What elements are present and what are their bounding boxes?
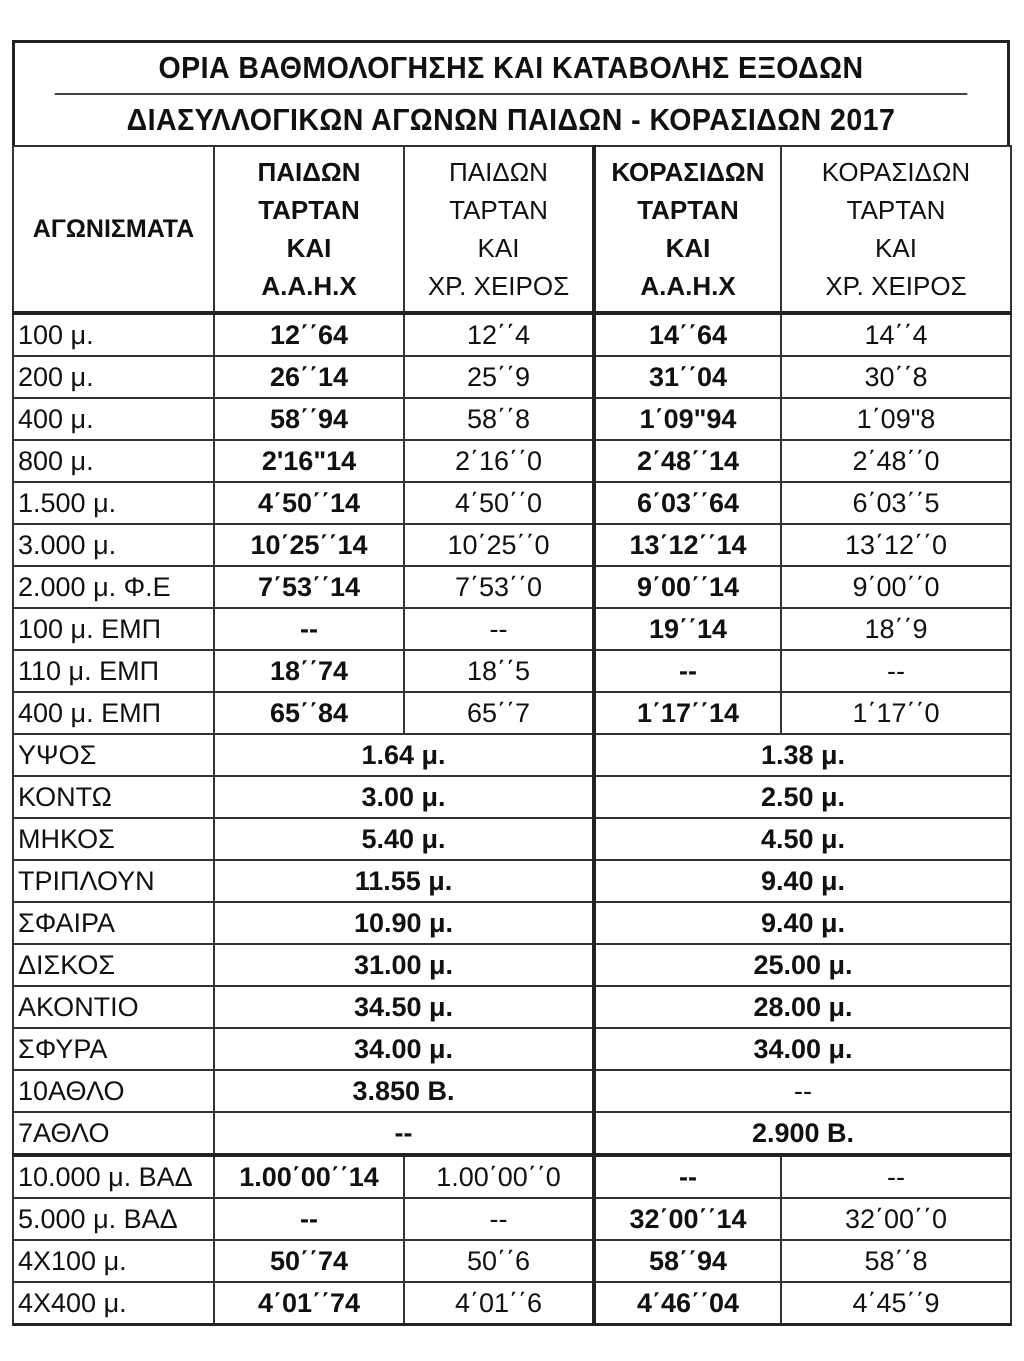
- event-label: ΤΡΙΠΛΟΥΝ: [13, 860, 214, 902]
- table-row: [13, 1070, 1011, 1112]
- event-label: ΣΦΥΡΑ: [13, 1028, 214, 1070]
- boys-aahx-value: 10΄25΄΄14: [214, 524, 404, 566]
- boys-hand-value: 7΄53΄΄0: [404, 566, 594, 608]
- boys-aahx-value: 18΄΄74: [214, 650, 404, 692]
- header-girls-aahx: ΚΟΡΑΣΙΔΩΝ ΤΑΡΤΑΝ ΚΑΙ Α.Α.Η.Χ: [594, 146, 781, 313]
- girls-aahx-value: 1΄17΄΄14: [594, 692, 781, 734]
- table-row: [13, 566, 1011, 608]
- results-sheet: [12, 40, 1010, 1326]
- header-row: [13, 146, 1011, 313]
- table-row: [13, 313, 1011, 356]
- boys-aahx-value: 4΄50΄΄14: [214, 482, 404, 524]
- girls-aahx-value: 19΄΄14: [594, 608, 781, 650]
- girls-value: 2.900 Β.: [594, 1112, 1011, 1155]
- event-label: 5.000 μ. ΒΑΔ: [13, 1198, 214, 1240]
- header-boys-hand: ΠΑΙΔΩΝ ΤΑΡΤΑΝ ΚΑΙ ΧΡ. ΧΕΙΡΟΣ: [404, 146, 594, 313]
- limits-table: [12, 145, 1012, 1326]
- event-label: 400 μ.: [13, 398, 214, 440]
- boys-value: 34.50 μ.: [214, 986, 594, 1028]
- girls-aahx-value: 31΄΄04: [594, 356, 781, 398]
- event-label: 110 μ. ΕΜΠ: [13, 650, 214, 692]
- girls-aahx-value: 4΄46΄΄04: [594, 1282, 781, 1325]
- event-label: ΣΦΑΙΡΑ: [13, 902, 214, 944]
- boys-hand-value: 12΄΄4: [404, 313, 594, 356]
- table-row: [13, 524, 1011, 566]
- table-row: [13, 902, 1011, 944]
- event-label: 2.000 μ. Φ.Ε: [13, 566, 214, 608]
- event-label: ΚΟΝΤΩ: [13, 776, 214, 818]
- boys-value: 1.64 μ.: [214, 734, 594, 776]
- header-events: ΑΓΩΝΙΣΜΑΤΑ: [13, 146, 214, 313]
- girls-hand-value: 13΄12΄΄0: [781, 524, 1011, 566]
- table-row: [13, 1198, 1011, 1240]
- event-label: ΥΨΟΣ: [13, 734, 214, 776]
- boys-aahx-value: 65΄΄84: [214, 692, 404, 734]
- girls-value: 4.50 μ.: [594, 818, 1011, 860]
- event-label: 4Χ400 μ.: [13, 1282, 214, 1325]
- boys-value: 34.00 μ.: [214, 1028, 594, 1070]
- event-label: ΑΚΟΝΤΙΟ: [13, 986, 214, 1028]
- event-label: 3.000 μ.: [13, 524, 214, 566]
- boys-aahx-value: 50΄΄74: [214, 1240, 404, 1282]
- girls-aahx-value: 13΄12΄΄14: [594, 524, 781, 566]
- girls-value: 1.38 μ.: [594, 734, 1011, 776]
- boys-value: 3.850 Β.: [214, 1070, 594, 1112]
- girls-aahx-value: 9΄00΄΄14: [594, 566, 781, 608]
- boys-hand-value: 4΄50΄΄0: [404, 482, 594, 524]
- boys-value: --: [214, 1112, 594, 1155]
- boys-value: 3.00 μ.: [214, 776, 594, 818]
- boys-aahx-value: 26΄΄14: [214, 356, 404, 398]
- event-label: 100 μ. ΕΜΠ: [13, 608, 214, 650]
- girls-aahx-value: --: [594, 650, 781, 692]
- boys-hand-value: --: [404, 1198, 594, 1240]
- girls-hand-value: 1΄09"8: [781, 398, 1011, 440]
- girls-value: 34.00 μ.: [594, 1028, 1011, 1070]
- girls-value: 25.00 μ.: [594, 944, 1011, 986]
- event-label: 200 μ.: [13, 356, 214, 398]
- table-row: [13, 1155, 1011, 1198]
- girls-aahx-value: 58΄΄94: [594, 1240, 781, 1282]
- girls-hand-value: 2΄48΄΄0: [781, 440, 1011, 482]
- title-line-2: ΔΙΑΣΥΛΛΟΓΙΚΩΝ ΑΓΩΝΩΝ ΠΑΙΔΩΝ - ΚΟΡΑΣΙΔΩΝ 2017: [126, 102, 896, 137]
- table-row: [13, 692, 1011, 734]
- boys-hand-value: 65΄΄7: [404, 692, 594, 734]
- header-girls-hand: ΚΟΡΑΣΙΔΩΝ ΤΑΡΤΑΝ ΚΑΙ ΧΡ. ΧΕΙΡΟΣ: [781, 146, 1011, 313]
- table-row: [13, 944, 1011, 986]
- event-label: 800 μ.: [13, 440, 214, 482]
- girls-hand-value: 14΄΄4: [781, 313, 1011, 356]
- girls-aahx-value: 1΄09"94: [594, 398, 781, 440]
- girls-hand-value: 4΄45΄΄9: [781, 1282, 1011, 1325]
- boys-hand-value: 2΄16΄΄0: [404, 440, 594, 482]
- girls-value: 28.00 μ.: [594, 986, 1011, 1028]
- event-label: 4Χ100 μ.: [13, 1240, 214, 1282]
- table-row: [13, 398, 1011, 440]
- boys-aahx-value: 7΄53΄΄14: [214, 566, 404, 608]
- girls-hand-value: 6΄03΄΄5: [781, 482, 1011, 524]
- girls-aahx-value: --: [594, 1155, 781, 1198]
- title-line-1: ΟΡΙΑ ΒΑΘΜΟΛΟΓΗΣΗΣ ΚΑΙ ΚΑΤΑΒΟΛΗΣ ΕΞΟΔΩΝ: [55, 43, 968, 95]
- boys-value: 11.55 μ.: [214, 860, 594, 902]
- girls-hand-value: 58΄΄8: [781, 1240, 1011, 1282]
- boys-value: 10.90 μ.: [214, 902, 594, 944]
- girls-hand-value: 9΄00΄΄0: [781, 566, 1011, 608]
- girls-value: --: [594, 1070, 1011, 1112]
- girls-hand-value: 1΄17΄΄0: [781, 692, 1011, 734]
- boys-value: 31.00 μ.: [214, 944, 594, 986]
- girls-hand-value: --: [781, 1155, 1011, 1198]
- table-row: [13, 482, 1011, 524]
- girls-hand-value: 18΄΄9: [781, 608, 1011, 650]
- girls-value: 9.40 μ.: [594, 902, 1011, 944]
- table-row: [13, 650, 1011, 692]
- boys-hand-value: 10΄25΄΄0: [404, 524, 594, 566]
- boys-aahx-value: --: [214, 1198, 404, 1240]
- table-row: [13, 608, 1011, 650]
- girls-hand-value: --: [781, 650, 1011, 692]
- event-label: 100 μ.: [13, 313, 214, 356]
- header-boys-aahx: ΠΑΙΔΩΝ ΤΑΡΤΑΝ ΚΑΙ Α.Α.Η.Χ: [214, 146, 404, 313]
- event-label: 7ΑΘΛΟ: [13, 1112, 214, 1155]
- boys-hand-value: 4΄01΄΄6: [404, 1282, 594, 1325]
- title-box: [12, 40, 1010, 145]
- table-row: [13, 1240, 1011, 1282]
- table-row: [13, 818, 1011, 860]
- table-row: [13, 1112, 1011, 1155]
- event-label: ΜΗΚΟΣ: [13, 818, 214, 860]
- boys-hand-value: 25΄΄9: [404, 356, 594, 398]
- boys-aahx-value: 1.00΄00΄΄14: [214, 1155, 404, 1198]
- table-row: [13, 986, 1011, 1028]
- table-row: [13, 776, 1011, 818]
- table-row: [13, 440, 1011, 482]
- girls-aahx-value: 32΄00΄΄14: [594, 1198, 781, 1240]
- boys-hand-value: 50΄΄6: [404, 1240, 594, 1282]
- boys-aahx-value: --: [214, 608, 404, 650]
- boys-value: 5.40 μ.: [214, 818, 594, 860]
- girls-aahx-value: 2΄48΄΄14: [594, 440, 781, 482]
- boys-hand-value: 58΄΄8: [404, 398, 594, 440]
- boys-aahx-value: 4΄01΄΄74: [214, 1282, 404, 1325]
- table-row: [13, 356, 1011, 398]
- girls-hand-value: 32΄00΄΄0: [781, 1198, 1011, 1240]
- table-row: [13, 1282, 1011, 1325]
- boys-hand-value: --: [404, 608, 594, 650]
- event-label: 400 μ. ΕΜΠ: [13, 692, 214, 734]
- girls-value: 2.50 μ.: [594, 776, 1011, 818]
- event-label: 10ΑΘΛΟ: [13, 1070, 214, 1112]
- boys-aahx-value: 12΄΄64: [214, 313, 404, 356]
- girls-value: 9.40 μ.: [594, 860, 1011, 902]
- table-row: [13, 860, 1011, 902]
- girls-aahx-value: 14΄΄64: [594, 313, 781, 356]
- boys-hand-value: 1.00΄00΄΄0: [404, 1155, 594, 1198]
- boys-hand-value: 18΄΄5: [404, 650, 594, 692]
- event-label: ΔΙΣΚΟΣ: [13, 944, 214, 986]
- event-label: 1.500 μ.: [13, 482, 214, 524]
- boys-aahx-value: 58΄΄94: [214, 398, 404, 440]
- girls-aahx-value: 6΄03΄΄64: [594, 482, 781, 524]
- boys-aahx-value: 2'16"14: [214, 440, 404, 482]
- table-row: [13, 734, 1011, 776]
- table-row: [13, 1028, 1011, 1070]
- girls-hand-value: 30΄΄8: [781, 356, 1011, 398]
- event-label: 10.000 μ. ΒΑΔ: [13, 1155, 214, 1198]
